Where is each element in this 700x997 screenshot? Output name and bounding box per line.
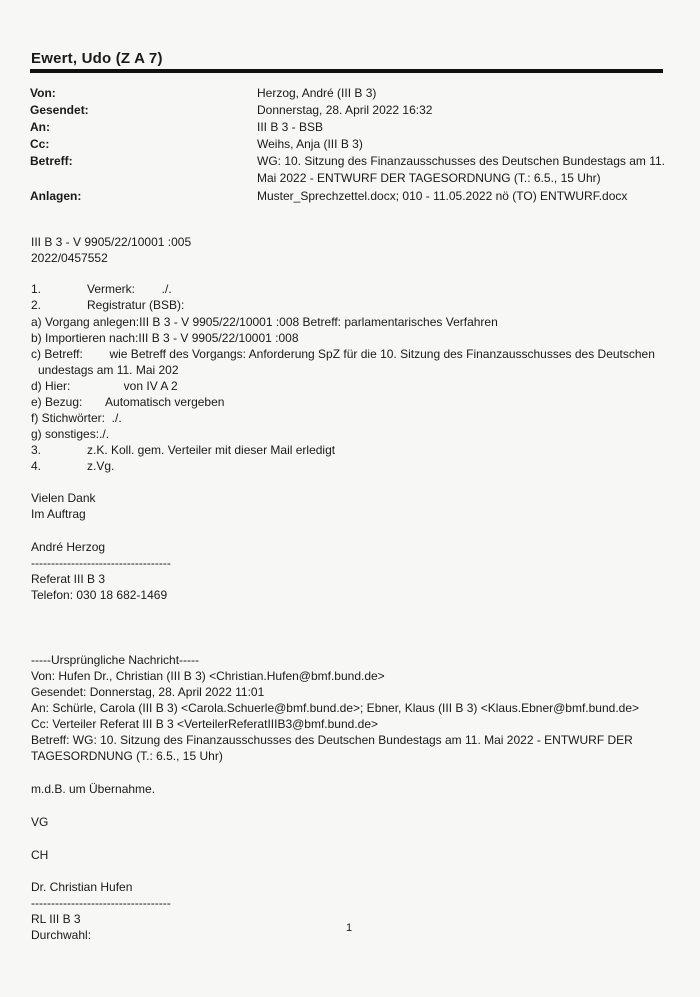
cc-value: Weihs, Anja (III B 3) (257, 137, 363, 151)
sender-name: Ewert, Udo (Z A 7) (31, 50, 163, 67)
von-value: Herzog, André (III B 3) (257, 86, 377, 100)
original-betreff-line-1: Betreff: WG: 10. Sitzung des Finanzausschusses des Deutschen Bundestags am 11. Mai 2022 - ENTWURF DER (31, 733, 633, 747)
closing-im-auftrag: Im Auftrag (31, 507, 86, 521)
original-betreff-line-2: TAGESORDNUNG (T.: 6.5., 15 Uhr) (31, 749, 223, 763)
original-an: An: Schürle, Carola (III B 3) <Carola.Schuerle@bmf.bund.de>; Ebner, Klaus (III B 3) <Klaus.Ebner@bmf.bund.de> (31, 701, 640, 715)
line-d: d) Hier: von IV A 2 (31, 379, 178, 393)
item-3-text: z.K. Koll. gem. Verteiler mit dieser Mail erledigt (87, 443, 336, 457)
an-label: An: (30, 120, 50, 134)
original-cc: Cc: Verteiler Referat III B 3 <VerteilerReferatIIIB3@bmf.bund.de> (31, 717, 379, 731)
item-1-number: 1. (31, 282, 42, 296)
original-gesendet: Gesendet: Donnerstag, 28. April 2022 11:01 (31, 685, 265, 699)
item-4-text: z.Vg. (87, 459, 115, 473)
anlagen-label: Anlagen: (30, 189, 82, 203)
item-1-text: Vermerk: ./. (87, 282, 172, 296)
gesendet-label: Gesendet: (30, 103, 89, 117)
betreff-value-line-1: WG: 10. Sitzung des Finanzausschusses des Deutschen Bundestags am 11. (257, 154, 665, 168)
signature-telefon: Telefon: 030 18 682-1469 (31, 588, 168, 602)
item-2-text: Registratur (BSB): (87, 298, 185, 312)
original-initials: CH (31, 848, 49, 862)
signature-name: André Herzog (31, 540, 106, 554)
line-a: a) Vorgang anlegen:III B 3 - V 9905/22/10001 :008 Betreff: parlamentarisches Verfahren (31, 315, 498, 329)
document-number: 2022/0457552 (31, 251, 108, 265)
item-2-number: 2. (31, 298, 42, 312)
von-label: Von: (30, 86, 56, 100)
item-4 (31, 459, 114, 473)
page-number: 1 (346, 922, 353, 934)
line-f: f) Stichwörter: ./. (31, 411, 122, 425)
line-c-2: undestags am 11. Mai 202 (38, 363, 179, 377)
betreff-value-line-2: Mai 2022 - ENTWURF DER TAGESORDNUNG (T.: 6.5., 15 Uhr) (257, 171, 601, 185)
item-4-number: 4. (31, 459, 42, 473)
original-message-header: -----Ursprüngliche Nachricht----- (31, 653, 200, 667)
original-greeting: VG (31, 815, 49, 829)
signature-separator: ----------------------------------- (31, 556, 171, 570)
line-c-1: c) Betreff: wie Betreff des Vorgangs: Anforderung SpZ für die 10. Sitzung des Finanzausschusses des Deutschen (31, 347, 655, 361)
item-3 (31, 443, 335, 457)
gesendet-value: Donnerstag, 28. April 2022 16:32 (257, 103, 433, 117)
line-b: b) Importieren nach:III B 3 - V 9905/22/10001 :008 (31, 331, 299, 345)
original-request: m.d.B. um Übernahme. (31, 782, 156, 796)
line-e: e) Bezug: Automatisch vergeben (31, 395, 225, 409)
original-signature-separator: ----------------------------------- (31, 896, 171, 910)
header-rule (30, 69, 663, 73)
signature-referat: Referat III B 3 (31, 572, 106, 586)
item-1 (31, 282, 172, 296)
line-g: g) sonstiges:./. (31, 427, 110, 441)
anlagen-value[interactable]: Muster_Sprechzettel.docx; 010 - 11.05.2022 nö (TO) ENTWURF.docx (257, 189, 628, 203)
original-signature-rl: RL III B 3 (31, 912, 81, 926)
reference-number: III B 3 - V 9905/22/10001 :005 (31, 235, 192, 249)
closing-thanks: Vielen Dank (31, 491, 96, 505)
item-2 (31, 298, 184, 312)
item-3-number: 3. (31, 443, 42, 457)
original-signature-durchwahl: Durchwahl: (31, 928, 92, 942)
cc-label: Cc: (30, 137, 50, 151)
original-signature-name: Dr. Christian Hufen (31, 880, 133, 894)
an-value: III B 3 - BSB (257, 120, 324, 134)
original-von: Von: Hufen Dr., Christian (III B 3) <Christian.Hufen@bmf.bund.de> (31, 669, 385, 683)
betreff-label: Betreff: (30, 154, 73, 168)
